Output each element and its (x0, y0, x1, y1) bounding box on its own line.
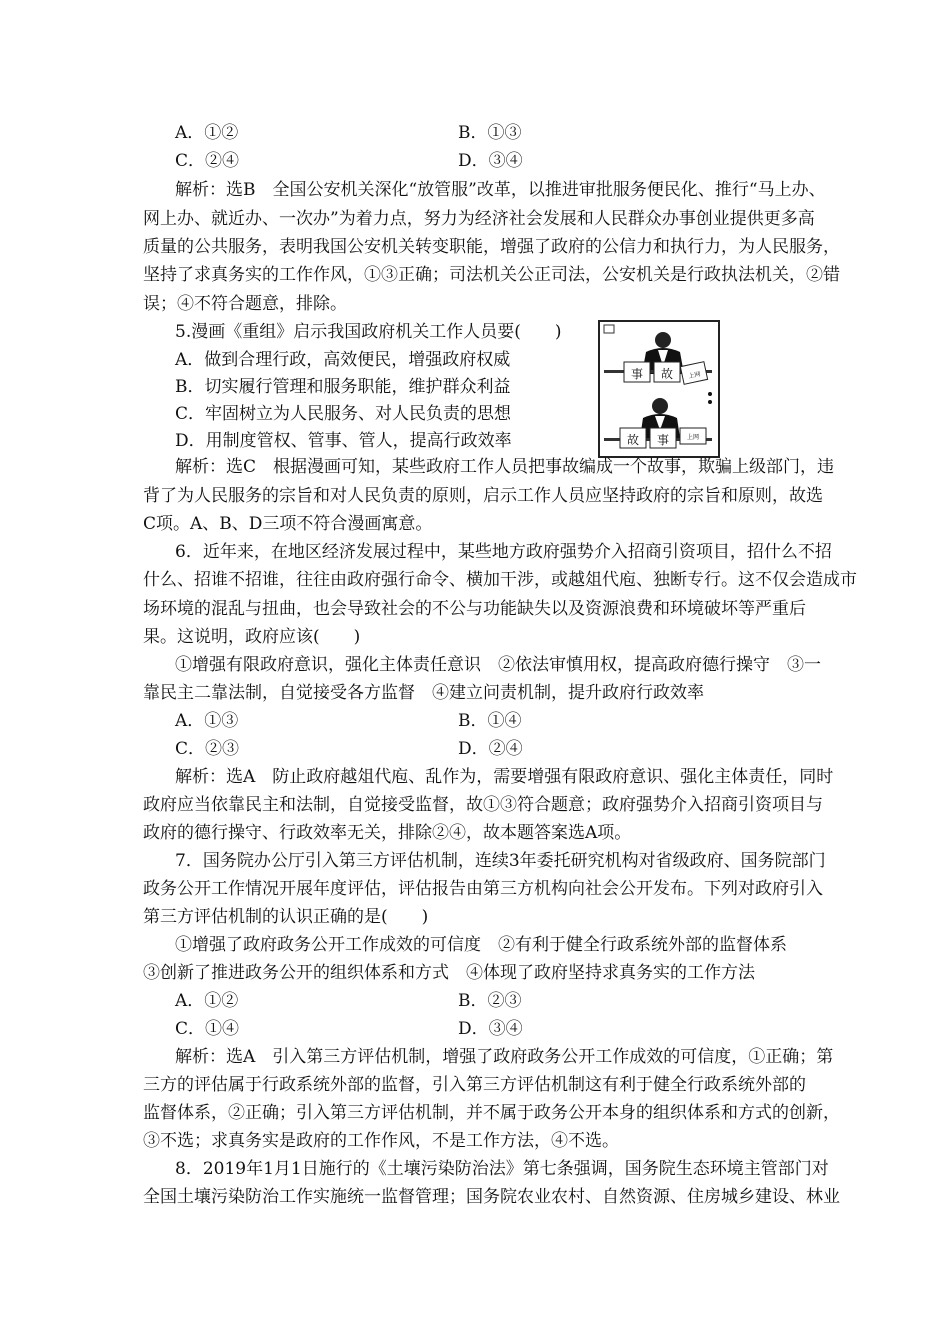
cartoon-illustration (598, 320, 720, 458)
q4-option-a: A．①② (175, 123, 239, 143)
q6-analysis-line: 政府应当依靠民主和法制，自觉接受监督，故①③符合题意；政府强势介入招商引资项目与 (143, 795, 823, 815)
q7-item-line: ①增强了政府政务公开工作成效的可信度 ②有利于健全行政系统外部的监督体系 (175, 935, 787, 955)
q6-option-a: A．①③ (175, 711, 239, 731)
q4-option-d: D．③④ (458, 151, 523, 171)
q5-analysis-line: 背了为人民服务的宗旨和对人民负责的原则，启示工作人员应坚持政府的宗旨和原则，故选 (143, 486, 823, 506)
q4-option-b: B．①③ (458, 123, 522, 143)
q7-analysis-line: ③不选；求真务实是政府的工作作风，不是工作方法，④不选。 (143, 1131, 619, 1151)
q4-analysis-line: 误；④不符合题意，排除。 (143, 294, 347, 314)
cartoon-bottom-char-2: 事 (656, 433, 670, 447)
q7-option-c: C．①④ (175, 1019, 240, 1039)
q4-analysis-line: 解析：选B 全国公安机关深化“放管服”改革，以推进审批服务便民化、推行“马上办、 (175, 180, 826, 200)
q6-option-b: B．①④ (458, 711, 522, 731)
q6-item-line: 靠民主二靠法制，自觉接受各方监督 ④建立问责机制，提升政府行政效率 (143, 683, 704, 703)
q5-option-c: C．牢固树立为人民服务、对人民负责的思想 (175, 404, 512, 424)
cartoon-top-char-1: 事 (630, 367, 644, 381)
q6-analysis-line: 解析：选A 防止政府越俎代庖、乱作为，需要增强有限政府意识、强化主体责任，同时 (175, 767, 834, 787)
q4-option-c: C．②④ (175, 151, 240, 171)
q7-item-line: ③创新了推进政务公开的组织体系和方式 ④体现了政府坚持求真务实的工作方法 (143, 963, 755, 983)
q8-stem-line: 全国土壤污染防治工作实施统一监督管理；国务院农业农村、自然资源、住房城乡建设、林业 (143, 1187, 840, 1207)
q4-analysis-line: 网上办、就近办、一次办”为着力点，努力为经济社会发展和人民群众办事创业提供更多高 (143, 209, 815, 229)
q7-analysis-line: 监督体系，②正确；引入第三方评估机制，并不属于政务公开本身的组织体系和方式的创新， (143, 1103, 840, 1123)
cartoon-top-char-2: 故 (660, 367, 674, 381)
q6-stem-line: 场环境的混乱与扭曲，也会导致社会的不公与功能缺失以及资源浪费和环境破坏等严重后 (143, 599, 806, 619)
q6-option-c: C．②③ (175, 739, 240, 759)
q7-option-b: B．②③ (458, 991, 522, 1011)
cartoon-bottom-char-1: 故 (626, 433, 640, 447)
q6-stem-line: 6．近年来，在地区经济发展过程中，某些地方政府强势介入招商引资项目，招什么不招 (175, 542, 832, 562)
q7-stem-line: 7．国务院办公厅引入第三方评估机制，连续3年委托研究机构对省级政府、国务院部门 (175, 851, 826, 871)
q8-stem-line: 8．2019年1月1日施行的《土壤污染防治法》第七条强调，国务院生态环境主管部门对 (175, 1159, 829, 1179)
q6-stem-line: 果。这说明，政府应该( ) (143, 627, 361, 647)
q6-option-d: D．②④ (458, 739, 523, 759)
q6-analysis-line: 政府的德行操守、行政效率无关，排除②④，故本题答案选A项。 (143, 823, 632, 843)
cartoon-bottom-paper-label: 上网 (686, 434, 700, 441)
q7-analysis-line: 三方的评估属于行政系统外部的监督，引入第三方评估机制这有利于健全行政系统外部的 (143, 1075, 806, 1095)
q7-analysis-line: 解析：选A 引入第三方评估机制，增强了政府政务公开工作成效的可信度，①正确；第 (175, 1047, 834, 1067)
q7-stem-line: 第三方评估机制的认识正确的是( ) (143, 907, 429, 927)
q6-item-line: ①增强有限政府意识，强化主体责任意识 ②依法审慎用权，提高政府德行操守 ③一 (175, 655, 821, 675)
cartoon-top-paper-label: 上网 (687, 370, 702, 381)
q5-option-b: B．切实履行管理和服务职能，维护群众利益 (175, 377, 511, 397)
q5-analysis-line: 解析：选C 根据漫画可知，某些政府工作人员把事故编成一个故事，欺骗上级部门，违 (175, 457, 835, 477)
q7-option-a: A．①② (175, 991, 239, 1011)
q4-analysis-line: 质量的公共服务，表明我国公安机关转变职能，增强了政府的公信力和执行力，为人民服务， (143, 237, 840, 257)
q5-stem: 5.漫画《重组》启示我国政府机关工作人员要( ) (175, 322, 562, 342)
q7-option-d: D．③④ (458, 1019, 523, 1039)
q4-analysis-line: 坚持了求真务实的工作作风，①③正确；司法机关公正司法，公安机关是行政执法机关，②错 (143, 265, 840, 285)
q7-stem-line: 政务公开工作情况开展年度评估，评估报告由第三方机构向社会公开发布。下列对政府引入 (143, 879, 823, 899)
q6-stem-line: 什么、招谁不招谁，往往由政府强行命令、横加干涉，或越俎代庖、独断专行。这不仅会造成市 (143, 570, 857, 590)
q5-option-a: A．做到合理行政，高效便民，增强政府权威 (175, 350, 511, 370)
q5-option-d: D．用制度管权、管事、管人，提高行政效率 (175, 431, 512, 451)
cartoon-drawing (600, 322, 718, 456)
q5-analysis-line: C项。A、B、D三项不符合漫画寓意。 (143, 514, 433, 534)
